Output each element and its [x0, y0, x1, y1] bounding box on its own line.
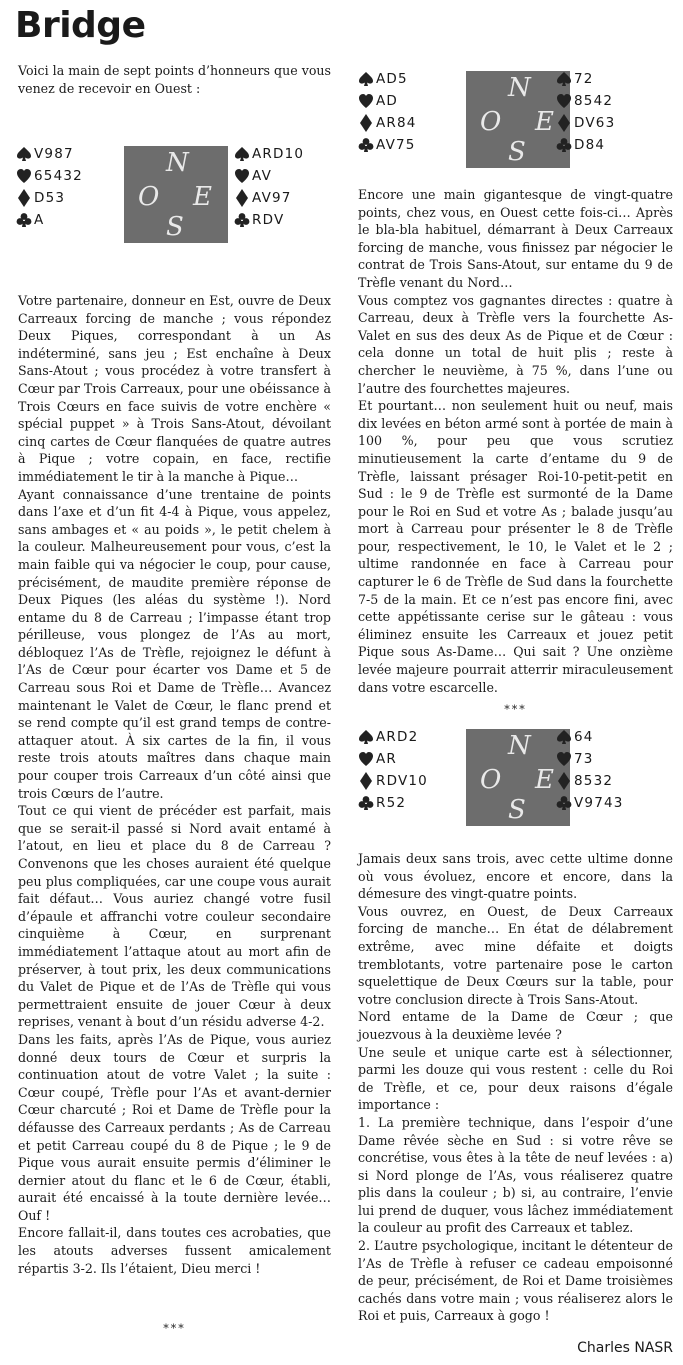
east-hand — [232, 143, 304, 231]
deal-2 — [356, 68, 676, 172]
spades-cards: AD5 — [376, 71, 408, 87]
diamond-icon — [554, 114, 574, 132]
compass-east: E — [535, 107, 554, 137]
clubs-cards: A — [34, 212, 45, 228]
spades-cards: 64 — [574, 729, 594, 745]
paragraph: Jamais deux sans trois, avec cette ultime donne où vous évoluez, encore et encore, dans la démesure des vingt-quatre points. — [358, 851, 673, 902]
diamonds-cards: AV97 — [252, 190, 292, 206]
diamonds-cards: DV63 — [574, 115, 616, 131]
compass-box — [124, 146, 228, 243]
author-signature: Charles NASR — [577, 1340, 673, 1356]
diamond-icon — [554, 772, 574, 790]
club-icon — [356, 794, 376, 812]
clubs-cards: R52 — [376, 795, 407, 811]
paragraph: Et pourtant… non seulement huit ou neuf, mais dix levées en béton armé sont à portée de main à 100 %, pour peu que vous scrutiez minutieusement la carte d’entame du 9 de Trèfle, laissant présager Roi-10-petit-petit en Sud : le 9 de Trèfle est surmonté de la Dame pour le Roi en Sud et votre As ; balade jusqu’au mort à Carreau pour présenter le 8 de Trèfle pour, respectivement, le 10, le Valet et le 2 ; ultime randonnée en face à Carreau pour capturer le 6 de Trèfle de Sud dans la fourchette 7-5 de la main. Et ce n’est pas encore fini, avec cette appétissante cerise sur le gâteau : vous éliminez ensuite les Carreaux et jouez petit Pique sous As-Dame… Qui sait ? Une onzième levée majeure pourrait atterrir miraculeusement dans votre escarcelle. — [358, 398, 673, 695]
deal-1 — [14, 143, 334, 247]
diamonds-cards: RDV10 — [376, 773, 428, 789]
heart-icon — [356, 750, 376, 768]
compass-south: S — [508, 137, 526, 167]
spade-icon — [356, 728, 376, 746]
compass-west: O — [138, 182, 160, 212]
page-title: Bridge — [15, 5, 146, 46]
clubs-cards: AV75 — [376, 137, 416, 153]
paragraph: Tout ce qui vient de précéder est parfait, mais que se serait-il passé si Nord avait entamé à l’atout, en lieu et place du 8 de Carreau ? Convenons que les choses auraient été quelque peu plus compliquées, car une coupe vous aurait fait défaut… Vous auriez changé votre fusil d’épaule et affranchi votre couleur secondaire cinquième à Cœur, en surprenant immédiatement l’attaque atout au mort afin de préserver, à tout prix, les deux communications du Valet de Pique et de l’As de Trèfle qui vous permettraient ensuite de jouer Cœur à deux reprises, venant à bout d’un résidu adverse 4-2. — [18, 803, 331, 1030]
diamond-icon — [14, 189, 34, 207]
spades-cards: ARD2 — [376, 729, 419, 745]
heart-icon — [14, 167, 34, 185]
spade-icon — [554, 70, 574, 88]
hearts-cards: AV — [252, 168, 273, 184]
east-hand — [554, 68, 615, 156]
hearts-cards: 8542 — [574, 93, 614, 109]
diamond-icon — [356, 772, 376, 790]
spade-icon — [14, 145, 34, 163]
heart-icon — [232, 167, 252, 185]
hearts-cards: 73 — [574, 751, 594, 767]
heart-icon — [554, 92, 574, 110]
hearts-cards: AR — [376, 751, 398, 767]
hearts-cards: AD — [376, 93, 399, 109]
paragraph: Vous ouvrez, en Ouest, de Deux Carreaux forcing de manche… En état de délabrement extrême, avec mine défaite et doigts tremblotants, votre partenaire pose le carton squelettique de Deux Cœurs sur la table, pour votre conclusion directe à Trois Sans-Atout. — [358, 903, 673, 1007]
compass-south: S — [166, 212, 184, 242]
compass-north: N — [508, 731, 531, 761]
compass-north: N — [508, 73, 531, 103]
separator: *** — [163, 1322, 186, 1335]
club-icon — [554, 136, 574, 154]
diamond-icon — [356, 114, 376, 132]
paragraph: 2. L’autre psychologique, incitant le détenteur de l’As de Trèfle à refuser ce cadeau empoisonné de peur, précisément, de Roi et Dame troisièmes cachés dans votre main ; vous réaliserez alors le Roi et puis, Carreaux à gogo ! — [358, 1238, 673, 1324]
spade-icon — [554, 728, 574, 746]
compass-north: N — [166, 148, 189, 178]
west-hand — [356, 726, 428, 814]
heart-icon — [554, 750, 574, 768]
club-icon — [356, 136, 376, 154]
paragraph: Dans les faits, après l’As de Pique, vous auriez donné deux tours de Cœur et surpris la continuation atout de votre Valet ; la suite : Cœur coupé, Trèfle pour l’As et avant-dernier Cœur charcuté ; Roi et Dame de Trèfle pour la défausse des Carreaux perdants ; As de Carreau et petit Carreau coupé du 8 de Pique ; le 9 de Pique vous aurait ensuite permis d’éliminer le dernier atout du flanc et le 6 de Cœur, établi, aurait été encaissé à la toute dernière levée… Ouf ! — [18, 1031, 331, 1223]
paragraph: Encore une main gigantesque de vingt-quatre points, chez vous, en Ouest cette fois-ci… Après le bla-bla habituel, démarrant à Deux Carreaux forcing de manche, vous finissez par négocier le contrat de Trois Sans-Atout, sur entame du 9 de Trèfle venant du Nord… — [358, 187, 673, 290]
column-2-text-b — [358, 850, 673, 1325]
spade-icon — [356, 70, 376, 88]
paragraph: Encore fallait-il, dans toutes ces acrobaties, que les atouts adverses fussent amicalement répartis 3-2. Ils l’étaient, Dieu merci ! — [18, 1225, 331, 1276]
spades-cards: ARD10 — [252, 146, 305, 162]
separator: *** — [504, 703, 527, 716]
heart-icon — [356, 92, 376, 110]
spades-cards: V987 — [34, 146, 74, 162]
spade-icon — [232, 145, 252, 163]
hearts-cards: 65432 — [34, 168, 83, 184]
east-hand — [554, 726, 624, 814]
column-2-text-a — [358, 186, 673, 696]
clubs-cards: D84 — [574, 137, 606, 153]
compass-west: O — [480, 107, 502, 137]
clubs-cards: V9743 — [574, 795, 624, 811]
diamond-icon — [232, 189, 252, 207]
paragraph: Une seule et unique carte est à sélectionner, parmi les douze qui vous restent : celle du Roi de Trèfle, et ce, pour deux raisons d’égale importance : — [358, 1044, 673, 1113]
club-icon — [554, 794, 574, 812]
paragraph: Vous comptez vos gagnantes directes : quatre à Carreau, deux à Trèfle vers la fourchette As-Valet en sus des deux As de Pique et de Cœur : cela donne un total de huit plis ; reste à chercher le neuvième, à 75 %, dans l’une ou l’autre des fourchettes majeures. — [358, 292, 673, 396]
paragraph: 1. La première technique, dans l’espoir d’une Dame rêvée sèche en Sud : si votre rêve se concrétise, vous êtes à la tête de neuf levées : a) si Nord plonge de l’As, vous réaliserez quatre plis dans la couleur ; b) si, au contraire, l’envie lui prend de duquer, vous lâchez immédiatement la couleur au profit des Carreaux et tablez. — [358, 1114, 673, 1236]
diamonds-cards: 8532 — [574, 773, 614, 789]
diamonds-cards: D53 — [34, 190, 66, 206]
club-icon — [232, 211, 252, 229]
west-hand — [356, 68, 417, 156]
compass-east: E — [193, 182, 212, 212]
paragraph: Votre partenaire, donneur en Est, ouvre de Deux Carreaux forcing de manche ; vous répondez Deux Piques, correspondant à un As indéterminé, sans jeu ; Est enchaîne à Deux Sans-Atout ; vous procédez à votre transfert à Cœur par Trois Carreaux, pour une obéissance à Trois Cœurs en face suivis de votre enchère « spécial puppet » à Trois Sans-Atout, dévoilant cinq cartes de Cœur flanquées de quatre autres à Pique ; votre copain, en face, rectifie immédiatement le tir à la manche à Pique… — [18, 293, 331, 484]
paragraph: Ayant connaissance d’une trentaine de points dans l’axe et d’un fit 4-4 à Pique, vous appelez, sans ambages et « au poids », le petit chelem à la couleur. Malheureusement pour vous, c’est la main faible qui va négocier le coup, pour cause, précisément, de maudite première réponse de Deux Piques (les aléas du système !). Nord entame du 8 de Carreau ; l’impasse étant trop périlleuse, vous plongez de l’As au mort, débloquez l’As de Trèfle, rejoignez le défunt à l’As de Cœur pour écarter vos Dame et 5 de Carreau sous Roi et Dame de Trèfle… Avancez maintenant le Valet de Cœur, le flanc prend et se rend compte qu’il est grand temps de contre-attaquer atout. À six cartes de la fin, il vous reste trois atouts maîtres dans chaque main pour couper trois Carreaux d’un côté ainsi que trois Cœurs de l’autre. — [18, 486, 331, 801]
clubs-cards: RDV — [252, 212, 285, 228]
paragraph: Nord entame de la Dame de Cœur ; que jouezvous à la deuxième levée ? — [358, 1009, 673, 1042]
compass-west: O — [480, 765, 502, 795]
compass-east: E — [535, 765, 554, 795]
intro-paragraph: Voici la main de sept points d’honneurs que vous venez de recevoir en Ouest : — [18, 63, 331, 96]
column-1-text — [18, 292, 331, 1277]
club-icon — [14, 211, 34, 229]
spades-cards: 72 — [574, 71, 594, 87]
deal-3 — [356, 726, 676, 830]
compass-south: S — [508, 795, 526, 825]
diamonds-cards: AR84 — [376, 115, 417, 131]
west-hand — [14, 143, 83, 231]
